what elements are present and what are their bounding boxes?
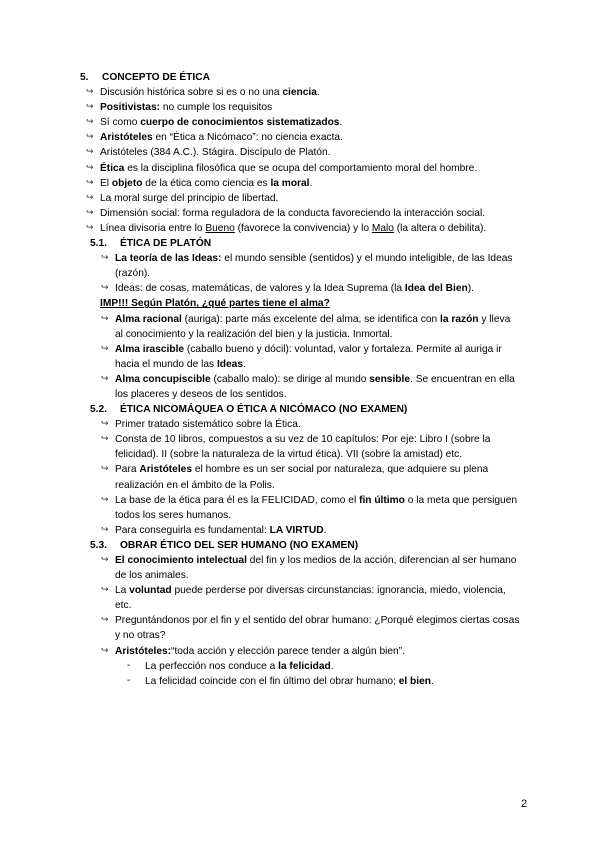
hook-arrow-icon: ↪	[101, 252, 109, 263]
list-item: ↪ Preguntándonos por el fin y el sentido del obrar humano: ¿Porqué elegimos ciertas cosas y no otras?	[101, 614, 520, 642]
hook-arrow-icon: ↪	[101, 312, 109, 323]
list-item: ↪ Aristóteles en “Ética a Nicómaco”: no ciencia exacta.	[86, 131, 343, 144]
subsection-heading: 5.3. OBRAR ÉTICO DEL SER HUMANO (NO EXAMEN)	[90, 539, 359, 551]
list-item: ↪ Aristóteles:“toda acción y elección parece tender a algún bien”.	[101, 644, 405, 657]
subsection-heading: 5.1. ÉTICA DE PLATÓN	[90, 238, 212, 250]
hook-arrow-icon: ↪	[86, 206, 94, 217]
hook-arrow-icon: ↪	[86, 161, 94, 172]
hook-arrow-icon: ↪	[101, 342, 109, 353]
list-item: ↪ Alma racional (auriga): parte más excelente del alma, se identifica con la razón y lleva al conocimiento y la realización del bien y la justicia. Inmortal.	[101, 312, 511, 340]
list-item: ↪ Alma concupiscible (caballo malo): se dirige al mundo sensible. Se encuentran en ella los placeres y deseos de los sentidos.	[101, 372, 515, 400]
list-item: - La perfección nos conduce a la felicidad.	[127, 659, 334, 672]
hook-arrow-icon: ↪	[86, 191, 94, 202]
list-item: ↪ Positivistas: no cumple los requisitos	[86, 101, 273, 114]
list-item: ↪ Ideas: de cosas, matemáticas, de valores y la Idea Suprema (la Idea del Bien).	[101, 282, 474, 295]
hook-arrow-icon: ↪	[101, 433, 109, 444]
hook-arrow-icon: ↪	[101, 418, 109, 429]
hook-arrow-icon: ↪	[101, 523, 109, 534]
list-item: ↪ Para conseguirla es fundamental: LA VIRTUD.	[101, 523, 327, 536]
hook-arrow-icon: ↪	[86, 101, 94, 112]
list-item: ↪ El conocimiento intelectual del fin y los medios de la acción, diferencian al ser humano de los animales.	[101, 554, 517, 582]
hook-arrow-icon: ↪	[101, 493, 109, 504]
list-item: - La felicidad coincide con el fin último del obrar humano; el bien.	[127, 674, 434, 687]
dash-bullet-icon: -	[127, 659, 131, 671]
hook-arrow-icon: ↪	[86, 146, 94, 157]
page-number: 2	[521, 798, 528, 810]
list-item: ↪ Aristóteles (384 A.C.). Stágira. Discípulo de Platón.	[86, 146, 331, 159]
hook-arrow-icon: ↪	[101, 584, 109, 595]
list-item: ↪ Primer tratado sistemático sobre la Ética.	[101, 418, 301, 431]
list-item: ↪ Dimensión social: forma reguladora de la conducta favoreciendo la interacción social.	[86, 206, 486, 219]
hook-arrow-icon: ↪	[101, 372, 109, 383]
hook-arrow-icon: ↪	[101, 614, 109, 625]
list-item: ↪ Consta de 10 libros, compuestos a su vez de 10 capítulos: Por eje: Libro I (sobre la felicidad). II (sobre la naturaleza de la virtud ética). VII (sobre la amistad) etc.	[101, 433, 491, 461]
list-item: ↪ Ética es la disciplina filosófica que se ocupa del comportamiento moral del hombre.	[86, 161, 478, 174]
hook-arrow-icon: ↪	[101, 554, 109, 564]
list-item: ↪ Sí como cuerpo de conocimientos sistematizados.	[86, 116, 343, 129]
list-item: ↪ Discusión histórica sobre si es o no una ciencia.	[86, 86, 320, 99]
list-item: ↪ La moral surge del principio de libertad.	[86, 191, 279, 204]
important-question: IMP!!! Según Platón, ¿qué partes tiene el alma?	[100, 298, 330, 310]
list-item: ↪ Para Aristóteles el hombre es un ser social por naturaleza, que adquiere su plena realización en el ámbito de la Polis.	[101, 463, 489, 491]
subsection-heading: 5.2. ÉTICA NICOMÁQUEA O ÉTICA A NICÓMACO (NO EXAMEN)	[90, 404, 408, 416]
hook-arrow-icon: ↪	[86, 221, 94, 232]
hook-arrow-icon: ↪	[101, 644, 109, 655]
list-item: ↪ La voluntad puede perderse por diversas circunstancias: ignorancia, miedo, violencia, etc.	[101, 584, 506, 612]
list-item: ↪ Línea divisoria entre lo Bueno (favorece la convivencia) y lo Malo (la altera o debilita).	[86, 221, 487, 234]
dash-bullet-icon: -	[127, 674, 131, 686]
section-heading: 5. CONCEPTO DE ÉTICA	[80, 72, 210, 83]
list-item: ↪ Alma irascible (caballo bueno y dócil): voluntad, valor y fortaleza. Permite al auriga ir hacia el mundo de las Ideas.	[101, 342, 502, 370]
list-item: ↪ La teoría de las Ideas: el mundo sensible (sentidos) y el mundo inteligible, de las Ideas (razón).	[101, 252, 513, 280]
hook-arrow-icon: ↪	[86, 131, 94, 142]
hook-arrow-icon: ↪	[86, 176, 94, 187]
hook-arrow-icon: ↪	[101, 463, 109, 474]
hook-arrow-icon: ↪	[101, 282, 109, 293]
hook-arrow-icon: ↪	[86, 86, 94, 97]
list-item: ↪ El objeto de la ética como ciencia es la moral.	[86, 176, 313, 189]
document-page	[0, 70, 600, 689]
hook-arrow-icon: ↪	[86, 116, 94, 127]
list-item: ↪ La base de la ética para él es la FELICIDAD, como el fin último o la meta que persiguen todos los seres humanos.	[101, 493, 518, 521]
